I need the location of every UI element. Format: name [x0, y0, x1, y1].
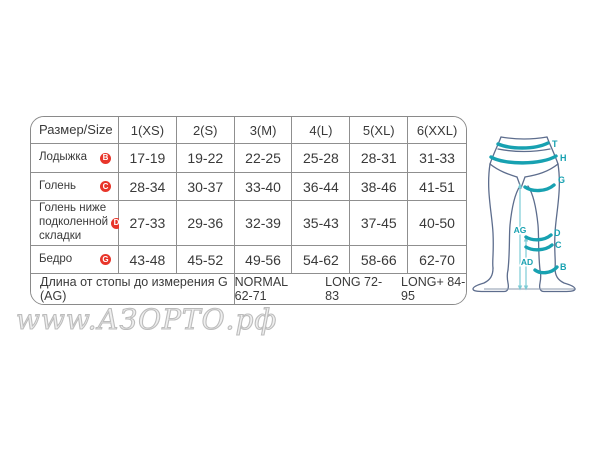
- row-label-below-knee: [31, 201, 119, 246]
- row-label-text: Голень: [39, 179, 77, 192]
- header-cell-s: 2(S): [177, 117, 235, 144]
- size-cell: 33-40: [235, 173, 293, 201]
- hip-band-line: [491, 156, 556, 163]
- waist-band-line: [498, 143, 548, 148]
- size-cell: 29-36: [177, 201, 235, 246]
- size-cell: 58-66: [350, 246, 408, 274]
- size-cell: 41-51: [408, 173, 466, 201]
- length-option-normal: NORMAL 62-71: [234, 275, 288, 303]
- row-label-thigh: [31, 246, 119, 274]
- label-C: C: [555, 240, 562, 250]
- row-label-calf: [31, 173, 119, 201]
- size-cell: 36-44: [292, 173, 350, 201]
- size-cell: 27-33: [119, 201, 177, 246]
- size-cell: 45-52: [177, 246, 235, 274]
- label-H: H: [560, 153, 567, 163]
- thigh-band-line: [525, 185, 554, 191]
- label-T: T: [552, 139, 558, 149]
- header-cell-m: 3(M): [235, 117, 293, 144]
- size-cell: 19-22: [177, 144, 235, 173]
- size-cell: 28-34: [119, 173, 177, 201]
- leg-measurement-diagram: [464, 95, 596, 310]
- size-cell: 54-62: [292, 246, 350, 274]
- footer-length-options: [235, 274, 466, 304]
- footer-length-label: Длина от стопы до измерения G (AG): [31, 274, 235, 304]
- header-cell-xxl: 6(XXL): [408, 117, 466, 144]
- label-D: D: [554, 228, 561, 238]
- row-label-text: Бедро: [39, 252, 73, 265]
- measurement-badge-c: C: [100, 181, 111, 192]
- measurement-badge-g: G: [100, 254, 111, 265]
- header-cell-l: 4(L): [292, 117, 350, 144]
- size-cell: 17-19: [119, 144, 177, 173]
- length-option-longplus: LONG+ 84-95: [401, 275, 466, 303]
- size-cell: 31-33: [408, 144, 466, 173]
- size-cell: 49-56: [235, 246, 293, 274]
- size-cell: 22-25: [235, 144, 293, 173]
- size-cell: 35-43: [292, 201, 350, 246]
- size-cell: 25-28: [292, 144, 350, 173]
- row-label-ankle: [31, 144, 119, 173]
- watermark: www.АЗОРТО.рф: [16, 303, 278, 336]
- size-cell: 37-45: [350, 201, 408, 246]
- size-cell: 43-48: [119, 246, 177, 274]
- label-AG: AG: [513, 225, 527, 235]
- size-cell: 28-31: [350, 144, 408, 173]
- size-cell: 62-70: [408, 246, 466, 274]
- ankle-band-line: [535, 267, 557, 273]
- size-table: [30, 116, 467, 305]
- label-G: G: [558, 175, 566, 185]
- label-AD: AD: [520, 257, 534, 267]
- header-cell-xl: 5(XL): [350, 117, 408, 144]
- header-cell-xs: 1(XS): [119, 117, 177, 144]
- size-cell: 32-39: [235, 201, 293, 246]
- header-size-label: Размер/Size: [39, 122, 113, 138]
- row-label-text: Голень ниже подколенной складки: [39, 202, 109, 242]
- measurement-badge-b: B: [100, 153, 111, 164]
- length-option-long: LONG 72-83: [325, 275, 383, 303]
- size-cell: 40-50: [408, 201, 466, 246]
- size-cell: 38-46: [350, 173, 408, 201]
- size-cell: 30-37: [177, 173, 235, 201]
- row-label-text: Лодыжка: [39, 151, 88, 164]
- label-B: B: [560, 262, 567, 272]
- header-cell-size: [31, 117, 119, 144]
- measurement-badge-d: D: [111, 218, 122, 229]
